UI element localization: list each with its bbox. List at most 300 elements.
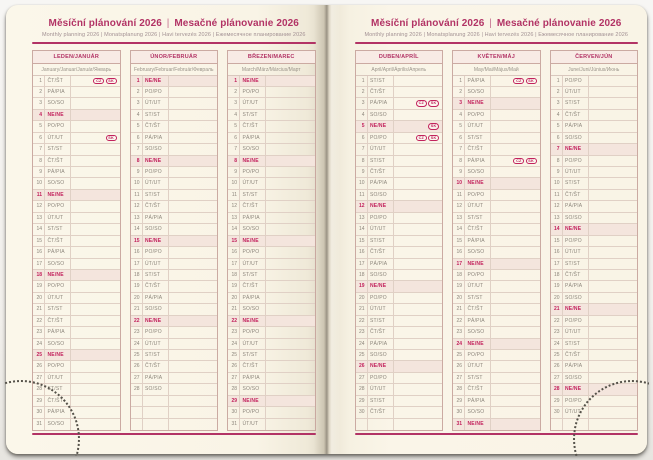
day-number: 28 xyxy=(228,384,240,394)
calendar-day-row xyxy=(453,190,540,201)
notes-area xyxy=(71,373,120,383)
calendar-day-row xyxy=(33,178,120,189)
weekday-label: PO/PO xyxy=(143,327,169,337)
day-number: 9 xyxy=(453,167,465,177)
notes-area xyxy=(589,213,638,223)
notes-area xyxy=(394,419,443,430)
weekday-label: ST/ST xyxy=(563,98,589,108)
calendar-day-row xyxy=(131,133,218,144)
day-number: 19 xyxy=(228,281,240,291)
day-number: 31 xyxy=(228,419,240,430)
weekday-label: ÚT/UT xyxy=(368,304,394,314)
header-rule xyxy=(32,42,316,44)
calendar-day-row xyxy=(356,270,443,281)
notes-area xyxy=(169,121,218,131)
notes-area xyxy=(71,316,120,326)
notes-area xyxy=(491,361,540,371)
day-number: 24 xyxy=(228,339,240,349)
holiday-badge-cz-icon: CZ xyxy=(513,78,524,85)
notes-area xyxy=(394,281,443,291)
weekday-label: ČT/ŠT xyxy=(240,281,266,291)
calendar-day-row xyxy=(551,213,638,224)
notes-area xyxy=(71,190,120,200)
weekday-label: ST/ST xyxy=(240,270,266,280)
calendar-day-row xyxy=(356,281,443,292)
day-number: 5 xyxy=(453,121,465,131)
month-name-translations: April/April/Április/Апрель xyxy=(356,64,443,76)
month-columns-left xyxy=(32,50,316,432)
day-number: 17 xyxy=(453,259,465,269)
weekday-label xyxy=(563,419,589,430)
holiday-badge-cz-icon: CZ xyxy=(416,135,427,142)
calendar-day-row xyxy=(453,156,540,167)
notes-area xyxy=(71,110,120,120)
day-number: 26 xyxy=(228,361,240,371)
day-number: 13 xyxy=(131,213,143,223)
day-number: 18 xyxy=(453,270,465,280)
day-number: 14 xyxy=(356,224,368,234)
notes-area xyxy=(169,133,218,143)
day-number: 30 xyxy=(551,407,563,417)
weekday-label: ČT/ŠT xyxy=(45,236,71,246)
holiday-badge-sk-icon: SK xyxy=(106,135,117,142)
calendar-day-row xyxy=(551,110,638,121)
calendar-day-row xyxy=(228,270,315,281)
notes-area xyxy=(589,293,638,303)
day-number: 18 xyxy=(33,270,45,280)
day-number xyxy=(131,407,143,417)
notes-area xyxy=(491,76,540,86)
weekday-label: PO/PO xyxy=(368,213,394,223)
notes-area xyxy=(266,407,315,417)
weekday-label: PO/PO xyxy=(563,156,589,166)
notes-area xyxy=(589,236,638,246)
weekday-label: ST/ST xyxy=(143,110,169,120)
day-number: 12 xyxy=(453,201,465,211)
notes-area xyxy=(266,178,315,188)
day-number: 22 xyxy=(228,316,240,326)
day-number: 1 xyxy=(551,76,563,86)
day-number: 8 xyxy=(551,156,563,166)
day-number: 28 xyxy=(356,384,368,394)
day-number: 22 xyxy=(551,316,563,326)
day-number: 31 xyxy=(453,419,465,430)
notes-area xyxy=(394,76,443,86)
weekday-label: NE/NE xyxy=(465,98,491,108)
notes-area xyxy=(491,350,540,360)
day-number: 16 xyxy=(551,247,563,257)
notes-area xyxy=(169,167,218,177)
calendar-blank-row xyxy=(131,419,218,430)
day-number: 3 xyxy=(356,98,368,108)
weekday-label: SO/SO xyxy=(143,304,169,314)
calendar-day-row xyxy=(551,98,638,109)
day-number: 19 xyxy=(453,281,465,291)
notes-area xyxy=(169,293,218,303)
notes-area xyxy=(394,224,443,234)
notes-area xyxy=(491,224,540,234)
weekday-label: NE/NE xyxy=(143,236,169,246)
notes-area xyxy=(491,144,540,154)
calendar-day-row xyxy=(356,407,443,418)
notes-area xyxy=(266,327,315,337)
month-name-translations: January/Januar/Január/Январь xyxy=(33,64,120,76)
day-number: 10 xyxy=(453,178,465,188)
weekday-label: ČT/ŠT xyxy=(143,361,169,371)
calendar-day-row xyxy=(551,407,638,418)
weekday-label: PO/PO xyxy=(465,350,491,360)
calendar-day-row xyxy=(356,339,443,350)
notes-area xyxy=(169,98,218,108)
notes-area xyxy=(71,178,120,188)
calendar-day-row xyxy=(453,304,540,315)
calendar-day-row xyxy=(453,270,540,281)
day-number xyxy=(551,419,563,430)
calendar-day-row xyxy=(453,87,540,98)
calendar-day-row xyxy=(551,270,638,281)
weekday-label: SO/SO xyxy=(143,224,169,234)
notes-area xyxy=(589,144,638,154)
weekday-label: SO/SO xyxy=(368,110,394,120)
day-number: 21 xyxy=(33,304,45,314)
calendar-day-row xyxy=(228,178,315,189)
day-number: 9 xyxy=(131,167,143,177)
calendar-day-row xyxy=(33,373,120,384)
day-number: 13 xyxy=(228,213,240,223)
weekday-label: ÚT/UT xyxy=(563,247,589,257)
day-number: 16 xyxy=(356,247,368,257)
day-number: 12 xyxy=(131,201,143,211)
weekday-label: ČT/ŠT xyxy=(368,407,394,417)
notes-area xyxy=(266,419,315,430)
weekday-label: ČT/ŠT xyxy=(465,224,491,234)
calendar-day-row xyxy=(33,98,120,109)
weekday-label: NE/NE xyxy=(563,224,589,234)
calendar-day-row xyxy=(33,156,120,167)
calendar-day-row xyxy=(228,110,315,121)
notes-area xyxy=(491,121,540,131)
notes-area xyxy=(394,178,443,188)
calendar-day-row xyxy=(453,339,540,350)
notes-area xyxy=(589,361,638,371)
day-number: 2 xyxy=(228,87,240,97)
weekday-label: PO/PO xyxy=(368,133,394,143)
page-title-cz: Měsíční plánování 2026 xyxy=(371,18,485,29)
calendar-day-row xyxy=(228,373,315,384)
notes-area xyxy=(71,121,120,131)
calendar-day-row xyxy=(453,201,540,212)
calendar-day-row xyxy=(131,190,218,201)
weekday-label: NE/NE xyxy=(240,236,266,246)
notes-area xyxy=(394,156,443,166)
calendar-day-row xyxy=(33,76,120,87)
day-number: 18 xyxy=(131,270,143,280)
calendar-day-row xyxy=(551,190,638,201)
notes-area xyxy=(589,304,638,314)
calendar-day-row xyxy=(453,167,540,178)
weekday-label: ST/ST xyxy=(45,224,71,234)
notes-area xyxy=(589,350,638,360)
calendar-day-row xyxy=(551,259,638,270)
notes-area xyxy=(394,247,443,257)
page-title-sk: Mesačné plánovanie 2026 xyxy=(496,18,622,29)
weekday-label: NE/NE xyxy=(368,361,394,371)
notes-area xyxy=(71,396,120,406)
notes-area xyxy=(491,281,540,291)
day-number xyxy=(131,396,143,406)
calendar-day-row xyxy=(33,407,120,418)
calendar-day-row xyxy=(131,350,218,361)
day-number: 8 xyxy=(356,156,368,166)
calendar-day-row xyxy=(356,144,443,155)
calendar-day-row xyxy=(453,350,540,361)
weekday-label: PÁ/PIA xyxy=(240,293,266,303)
notes-area xyxy=(491,98,540,108)
calendar-day-row xyxy=(228,407,315,418)
weekday-label: ÚT/UT xyxy=(45,213,71,223)
month-name: BŘEZEN/MAREC xyxy=(228,51,315,65)
calendar-day-row xyxy=(453,213,540,224)
day-number: 12 xyxy=(228,201,240,211)
calendar-day-row xyxy=(453,259,540,270)
notes-area xyxy=(394,201,443,211)
weekday-label: NE/NE xyxy=(368,281,394,291)
calendar-day-row xyxy=(33,224,120,235)
day-number: 28 xyxy=(551,384,563,394)
notes-area xyxy=(266,121,315,131)
weekday-label: ÚT/UT xyxy=(240,259,266,269)
notes-area xyxy=(71,236,120,246)
calendar-day-row xyxy=(131,361,218,372)
weekday-label: ČT/ŠT xyxy=(45,76,71,86)
weekday-label: ST/ST xyxy=(368,156,394,166)
calendar-day-row xyxy=(453,327,540,338)
calendar-day-row xyxy=(228,76,315,87)
calendar-day-row xyxy=(356,178,443,189)
weekday-label: PÁ/PIA xyxy=(368,259,394,269)
weekday-label: ÚT/UT xyxy=(465,121,491,131)
page-title xyxy=(32,18,316,30)
notes-area xyxy=(169,224,218,234)
calendar-day-row xyxy=(453,419,540,430)
weekday-label: PO/PO xyxy=(563,236,589,246)
notes-area xyxy=(491,327,540,337)
day-number: 27 xyxy=(356,373,368,383)
notes-area xyxy=(169,350,218,360)
calendar-day-row xyxy=(551,178,638,189)
calendar-day-row xyxy=(453,133,540,144)
notes-area xyxy=(491,167,540,177)
notes-area xyxy=(266,87,315,97)
calendar-day-row xyxy=(131,76,218,87)
weekday-label: ÚT/UT xyxy=(240,339,266,349)
weekday-label: ST/ST xyxy=(240,110,266,120)
calendar-day-row xyxy=(356,156,443,167)
weekday-label: ČT/ŠT xyxy=(240,201,266,211)
weekday-label: NE/NE xyxy=(45,270,71,280)
calendar-day-row xyxy=(551,384,638,395)
notes-area xyxy=(169,236,218,246)
planner-page-left xyxy=(6,5,327,454)
notes-area xyxy=(169,259,218,269)
calendar-day-row xyxy=(228,213,315,224)
calendar-day-row xyxy=(131,316,218,327)
calendar-day-row xyxy=(551,373,638,384)
notes-area xyxy=(394,407,443,417)
day-number: 14 xyxy=(453,224,465,234)
calendar-day-row xyxy=(33,144,120,155)
calendar-day-row xyxy=(551,293,638,304)
day-number: 11 xyxy=(453,190,465,200)
day-number: 7 xyxy=(33,144,45,154)
weekday-label: ST/ST xyxy=(563,259,589,269)
month-name-translations: February/Februar/Február/Февраль xyxy=(131,64,218,76)
day-number: 29 xyxy=(551,396,563,406)
calendar-day-row xyxy=(356,293,443,304)
calendar-day-row xyxy=(551,133,638,144)
day-number: 13 xyxy=(33,213,45,223)
page-title-sk: Mesačné plánovanie 2026 xyxy=(174,18,299,29)
day-number: 10 xyxy=(356,178,368,188)
day-number: 21 xyxy=(228,304,240,314)
weekday-label: PÁ/PIA xyxy=(45,247,71,257)
calendar-day-row xyxy=(453,373,540,384)
day-number: 7 xyxy=(131,144,143,154)
weekday-label: PÁ/PIA xyxy=(563,281,589,291)
notes-area xyxy=(589,190,638,200)
day-number: 9 xyxy=(33,167,45,177)
calendar-day-row xyxy=(551,361,638,372)
weekday-label: ST/ST xyxy=(368,236,394,246)
day-number: 16 xyxy=(228,247,240,257)
weekday-label: PO/PO xyxy=(563,76,589,86)
holiday-badge-sk-icon: SK xyxy=(106,78,117,85)
holiday-badge-cz-icon: CZ xyxy=(513,158,524,165)
notes-area xyxy=(266,270,315,280)
day-number: 6 xyxy=(551,133,563,143)
day-number: 19 xyxy=(551,281,563,291)
weekday-label: PÁ/PIA xyxy=(45,167,71,177)
notes-area xyxy=(266,144,315,154)
weekday-label: NE/NE xyxy=(45,110,71,120)
day-number: 3 xyxy=(131,98,143,108)
weekday-label: PÁ/PIA xyxy=(465,156,491,166)
notes-area xyxy=(169,384,218,394)
day-number: 22 xyxy=(356,316,368,326)
weekday-label: ČT/ŠT xyxy=(240,121,266,131)
day-number: 2 xyxy=(131,87,143,97)
day-number: 3 xyxy=(228,98,240,108)
notes-area xyxy=(71,76,120,86)
day-number: 4 xyxy=(356,110,368,120)
calendar-day-row xyxy=(33,293,120,304)
notes-area xyxy=(266,361,315,371)
day-number: 20 xyxy=(356,293,368,303)
weekday-label: ÚT/UT xyxy=(240,98,266,108)
calendar-day-row xyxy=(131,281,218,292)
notes-area xyxy=(394,361,443,371)
weekday-label: SO/SO xyxy=(368,350,394,360)
weekday-label: PÁ/PIA xyxy=(240,133,266,143)
weekday-label: PÁ/PIA xyxy=(45,87,71,97)
notes-area xyxy=(589,167,638,177)
notes-area xyxy=(71,339,120,349)
day-number: 23 xyxy=(33,327,45,337)
notes-area xyxy=(169,156,218,166)
holiday-badge-sk-icon: SK xyxy=(428,100,439,107)
notes-area xyxy=(491,339,540,349)
weekday-label: PÁ/PIA xyxy=(143,373,169,383)
weekday-label: PO/PO xyxy=(143,87,169,97)
day-number: 28 xyxy=(33,384,45,394)
weekday-label: PÁ/PIA xyxy=(368,339,394,349)
calendar-day-row xyxy=(131,236,218,247)
calendar-day-row xyxy=(131,110,218,121)
calendar-day-row xyxy=(131,270,218,281)
calendar-day-row xyxy=(131,293,218,304)
day-number: 26 xyxy=(551,361,563,371)
day-number: 7 xyxy=(228,144,240,154)
notes-area xyxy=(169,304,218,314)
notes-area xyxy=(589,133,638,143)
month-name: DUBEN/APRÍL xyxy=(356,51,443,65)
weekday-label: ÚT/UT xyxy=(563,327,589,337)
day-number: 25 xyxy=(228,350,240,360)
holiday-badge-cz-icon: CZ xyxy=(416,100,427,107)
day-number: 10 xyxy=(551,178,563,188)
weekday-label: SO/SO xyxy=(240,384,266,394)
weekday-label: NE/NE xyxy=(240,76,266,86)
weekday-label: NE/NE xyxy=(45,190,71,200)
calendar-day-row xyxy=(228,350,315,361)
day-number: 27 xyxy=(33,373,45,383)
calendar-day-row xyxy=(228,167,315,178)
notes-area xyxy=(71,247,120,257)
day-number: 7 xyxy=(551,144,563,154)
weekday-label: ČT/ŠT xyxy=(45,156,71,166)
day-number: 26 xyxy=(33,361,45,371)
weekday-label: SO/SO xyxy=(563,373,589,383)
weekday-label: ST/ST xyxy=(143,190,169,200)
calendar-day-row xyxy=(551,281,638,292)
notes-area xyxy=(169,281,218,291)
page-title xyxy=(355,18,639,30)
weekday-label: ST/ST xyxy=(368,316,394,326)
calendar-day-row xyxy=(453,384,540,395)
weekday-label: PÁ/PIA xyxy=(368,98,394,108)
weekday-label: ČT/ŠT xyxy=(143,121,169,131)
notes-area xyxy=(71,270,120,280)
day-number: 25 xyxy=(131,350,143,360)
notes-area xyxy=(589,270,638,280)
day-number: 29 xyxy=(356,396,368,406)
day-number: 5 xyxy=(551,121,563,131)
calendar-day-row xyxy=(453,407,540,418)
day-number: 14 xyxy=(228,224,240,234)
notes-area xyxy=(169,247,218,257)
calendar-day-row xyxy=(228,327,315,338)
weekday-label: ÚT/UT xyxy=(465,201,491,211)
day-number: 18 xyxy=(551,270,563,280)
notes-area xyxy=(394,98,443,108)
weekday-label: PO/PO xyxy=(465,110,491,120)
weekday-label: ÚT/UT xyxy=(368,384,394,394)
notes-area xyxy=(394,110,443,120)
weekday-label: SO/SO xyxy=(465,247,491,257)
calendar-day-row xyxy=(228,201,315,212)
weekday-label: ST/ST xyxy=(563,339,589,349)
day-number: 1 xyxy=(131,76,143,86)
